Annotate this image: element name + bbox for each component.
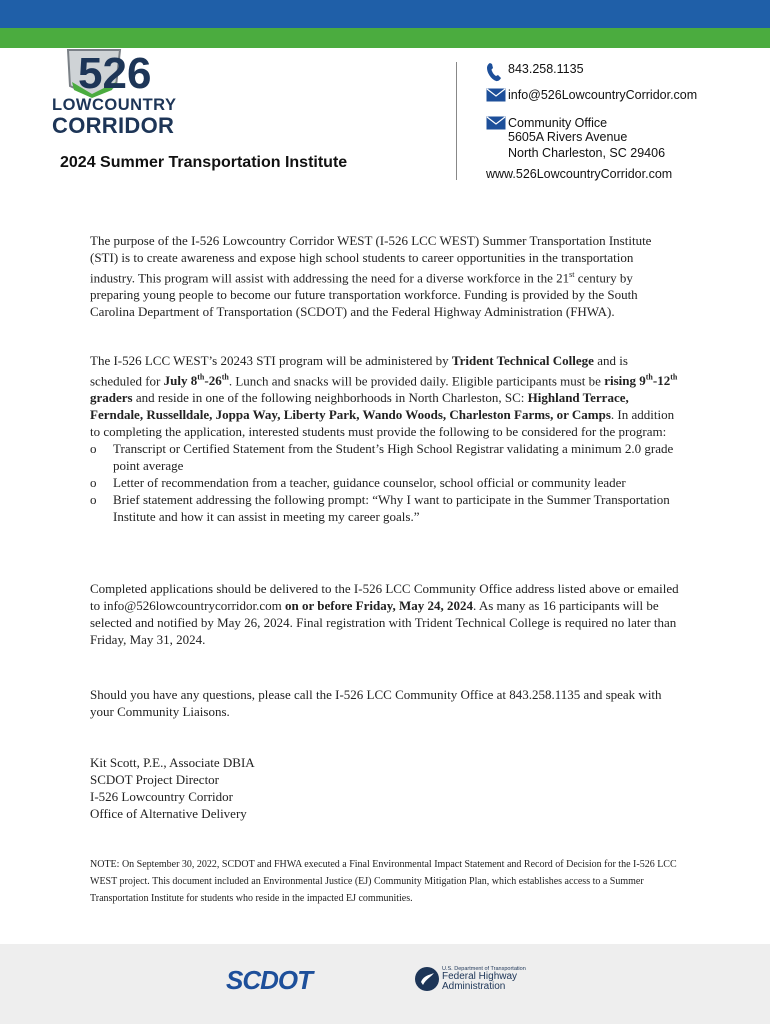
bullet-marker: o [90, 441, 97, 457]
bullet-marker: o [90, 475, 97, 491]
questions-paragraph [90, 686, 680, 720]
logo-text-corridor: CORRIDOR [52, 113, 175, 138]
purpose-text-b: century by preparing young people to become our future transportation workforce. Funding is provided by the South Carolina Department of Transportation (SCDOT) and the Federal Highway Administration (FHWA). [90, 270, 638, 320]
requirements-list [90, 440, 680, 525]
purpose-paragraph [90, 232, 680, 320]
email-icon [486, 88, 506, 102]
program-text-1: The I-526 LCC WEST’s 20243 STI program will be administered by [90, 353, 452, 368]
program-date-b: -26 [204, 373, 222, 389]
header-divider [456, 62, 457, 180]
signature-block [90, 754, 680, 822]
program-text-4: and reside in one of the following neighborhoods in North Charleston, SC: [132, 390, 528, 406]
signature-office: Office of Alternative Delivery [90, 806, 247, 821]
contact-email[interactable]: info@526LowcountryCorridor.com [508, 88, 698, 102]
program-neighborhoods: Highland Terrace, Ferndale, Russelldale, Joppa Way, Liberty Park, Wando Woods, Charleston Farms, or Camps [90, 390, 629, 423]
signature-name: Kit Scott, P.E., Associate DBIA [90, 755, 255, 770]
phone-icon [486, 62, 502, 82]
program-grade-b: -12 [652, 373, 671, 389]
logo-number: 526 [78, 49, 152, 98]
logo-text-lowcountry: LOWCOUNTRY [52, 96, 177, 114]
submission-text-1: Completed applications should be delivered to the I-526 LCC Community Office address listed above or emailed to info@526lowcountrycorridor.com [90, 581, 679, 613]
scdot-logo: SCDOT [226, 965, 312, 995]
program-grade-sup2: th [670, 373, 678, 382]
contact-phone[interactable]: 843.258.1135 [508, 62, 584, 76]
program-date-c: . [228, 373, 233, 389]
program-paragraph [90, 352, 680, 525]
contact-office-label: Community Office [508, 116, 608, 130]
contact-email-row [486, 88, 697, 105]
contact-address-line2: North Charleston, SC 29406 [508, 146, 666, 160]
purpose-text-a: The purpose of the I-526 Lowcountry Corridor WEST (I-526 LCC WEST) Summer Transportation Institute (STI) is to create awareness and expose high school students to career opportunities in the transportation industry. This program will assist with addressing the need for a diverse workforce in the 21 [90, 233, 652, 286]
program-text-3: Lunch and snacks will be provided daily. Eligible participants must be [232, 373, 605, 389]
footer-band [0, 944, 770, 1024]
page-title: 2024 Summer Transportation Institute [60, 154, 348, 171]
program-date-sup2: th [221, 373, 229, 382]
list-item [90, 491, 680, 525]
fhwa-line2: Administration [442, 981, 506, 992]
signature-title: SCDOT Project Director [90, 772, 220, 787]
list-item [90, 474, 680, 491]
fhwa-logo-text [442, 966, 526, 992]
purpose-sup: st [569, 270, 575, 279]
contact-website[interactable]: www.526LowcountryCorridor.com [486, 167, 673, 181]
contact-address-line1: 5605A Rivers Avenue [508, 130, 628, 144]
program-grade-a: rising 9 [604, 373, 646, 389]
program-date-sup1: th [197, 373, 205, 382]
contact-office-row [486, 116, 665, 160]
requirement-statement: Brief statement addressing the following prompt: “Why I want to participate in the Summer Transportation Institute and how it can assist in meeting my career goals.” [113, 492, 670, 525]
program-text-2: and is scheduled for [90, 353, 628, 389]
usdot-seal-icon [414, 966, 440, 992]
program-text-5: . In addition to completing the application, interested students must provide the following to be considered for the program: [90, 407, 675, 440]
header-stripe-blue [0, 0, 770, 28]
contact-phone-row [486, 62, 584, 85]
submission-deadline: on or before Friday, May 24, 2024 [285, 598, 474, 613]
list-item [90, 440, 680, 474]
requirement-letter: Letter of recommendation from a teacher, guidance counselor, school official or community leader [113, 475, 626, 491]
fhwa-line1: Federal Highway [442, 971, 518, 982]
program-date-a: July 8 [163, 373, 198, 389]
fhwa-dept: U.S. Department of Transportation [442, 966, 526, 972]
note-paragraph: NOTE: On September 30, 2022, SCDOT and FHWA executed a Final Environmental Impact Statement and Record of Decision for the I-526 LCC WEST project. This document included an Environmental Justice (EJ) Community Mitigation Plan, which establishes access to a Summer Transportation Institute for students who reside in the impacted EJ communities. [90, 859, 677, 904]
questions-text: Should you have any questions, please call the I-526 LCC Community Office at 843.258.1135 and speak with your Community Liaisons. [90, 687, 662, 719]
signature-org: I-526 Lowcountry Corridor [90, 789, 233, 804]
submission-paragraph [90, 580, 680, 648]
program-college: Trident Technical College [451, 353, 594, 368]
requirement-transcript: Transcript or Certified Statement from the Student’s High School Registrar validating a minimum 2.0 grade point average [113, 441, 674, 474]
mail-office-icon [486, 116, 506, 130]
program-grade-sup1: th [645, 373, 653, 382]
program-grade-c: graders [90, 390, 133, 406]
submission-text-2: . As many as 16 participants will be selected and notified by May 26, 2024. Final registration with Trident Technical College is required no later than Friday, May 31, 2024. [90, 598, 677, 647]
bullet-marker: o [90, 492, 97, 508]
